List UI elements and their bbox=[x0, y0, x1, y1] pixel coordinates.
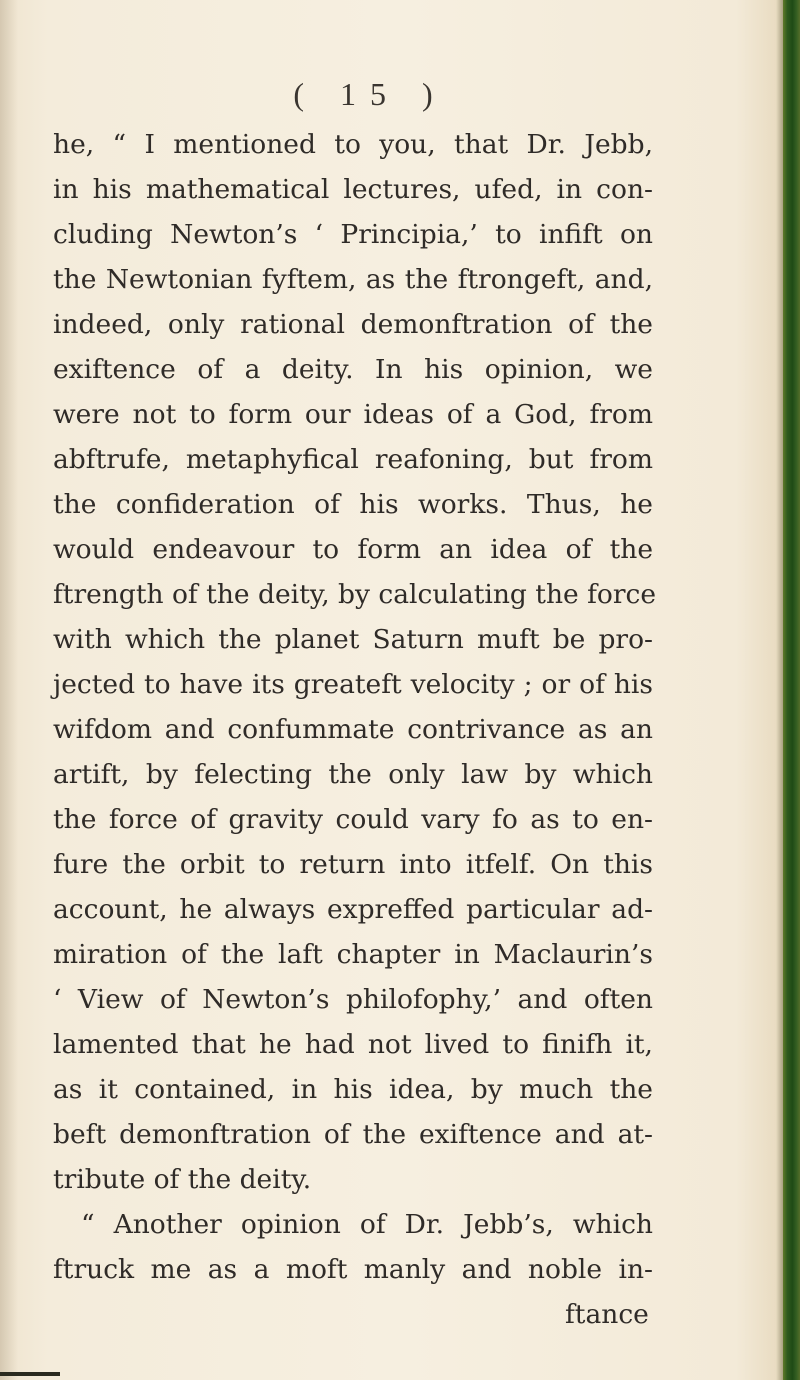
text-line: as it contained, in his idea, by much the bbox=[53, 1074, 653, 1105]
text-line: cluding Newton’s ‘ Principia,’ to infift on bbox=[53, 219, 653, 250]
text-line: ‘ View of Newton’s philofophy,’ and often bbox=[53, 984, 653, 1015]
text-line: abftrufe, metaphyfical reafoning, but from bbox=[53, 444, 653, 475]
text-line: would endeavour to form an idea of the bbox=[53, 534, 653, 565]
text-line: ftrength of the deity, by calculating the force bbox=[53, 579, 657, 610]
text-line: lamented that he had not lived to finifh it, bbox=[53, 1029, 653, 1060]
text-line: beft demonftration of the exiftence and at- bbox=[53, 1119, 653, 1150]
text-line: the Newtonian fyftem, as the ftrongeft, and, bbox=[53, 264, 653, 295]
text-line: fure the orbit to return into itfelf. On this bbox=[53, 849, 653, 880]
text-line: with which the planet Saturn muft be pro- bbox=[53, 624, 653, 655]
page-number-header: ( 15 ) bbox=[293, 76, 447, 112]
catchword: ftance bbox=[565, 1299, 649, 1330]
text-line: wifdom and confummate contrivance as an bbox=[53, 714, 653, 745]
text-line: the force of gravity could vary fo as to en- bbox=[53, 804, 653, 835]
text-line: the confideration of his works. Thus, he bbox=[53, 489, 653, 520]
text-line: exiftence of a deity. In his opinion, we bbox=[53, 354, 653, 385]
text-line: tribute of the deity. bbox=[53, 1164, 312, 1195]
text-line: were not to form our ideas of a God, from bbox=[53, 399, 653, 430]
page-gutter-shadow bbox=[0, 0, 18, 1380]
text-line: “ Another opinion of Dr. Jebb’s, which bbox=[81, 1209, 653, 1240]
text-line: in his mathematical lectures, ufed, in con- bbox=[53, 174, 653, 205]
text-line: jected to have its greateft velocity ; or of his bbox=[53, 669, 653, 700]
text-line: artift, by felecting the only law by which bbox=[53, 759, 653, 790]
text-line: miration of the laft chapter in Maclaurin’s bbox=[53, 939, 653, 970]
text-line: he, “ I mentioned to you, that Dr. Jebb, bbox=[53, 129, 653, 160]
text-line: account, he always expreffed particular ad- bbox=[53, 894, 653, 925]
text-line: indeed, only rational demonftration of the bbox=[53, 309, 653, 340]
text-line: ftruck me as a moft manly and noble in- bbox=[53, 1254, 653, 1285]
book-binding bbox=[783, 0, 800, 1380]
bottom-edge-mark bbox=[0, 1372, 60, 1376]
